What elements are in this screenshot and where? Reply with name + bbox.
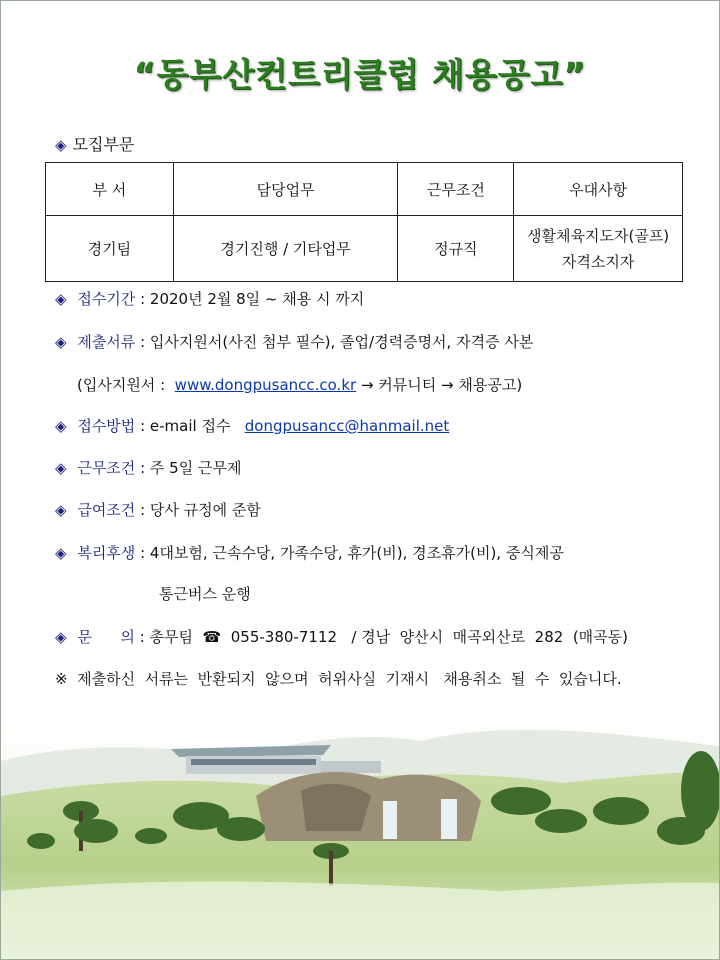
header-department: 부 서 xyxy=(46,163,174,216)
preference-line-2: 자격소지자 xyxy=(561,252,635,271)
table-header-row xyxy=(46,163,683,216)
salary-value: : 당사 규정에 준함 xyxy=(140,501,261,519)
diamond-bullet-icon: ◈ xyxy=(55,417,67,435)
table-row xyxy=(46,216,683,282)
welfare-label: 복리후생 xyxy=(77,544,136,562)
method-label: 접수방법 xyxy=(77,417,136,435)
diamond-bullet-icon: ◈ xyxy=(55,136,67,154)
period-label: 접수기간 xyxy=(77,290,136,308)
diamond-bullet-icon: ◈ xyxy=(55,290,67,308)
page-title: “동부산컨트리클럽 채용공고” xyxy=(133,55,587,94)
homepage-link[interactable]: www.dongpusancc.co.kr xyxy=(174,376,357,394)
welfare-subline xyxy=(159,583,251,604)
diamond-bullet-icon: ◈ xyxy=(55,459,67,477)
cell-condition: 정규직 xyxy=(398,216,514,282)
salary-line xyxy=(55,499,261,520)
golf-course-illustration xyxy=(1,701,719,959)
salary-label: 급여조건 xyxy=(77,501,136,519)
documents-sub-suffix: → 커뮤니티 → 채용공고) xyxy=(360,376,523,394)
period-value: : 2020년 2월 8일 ~ 채용 시 까지 xyxy=(140,290,365,308)
header-duty: 담당업무 xyxy=(173,163,398,216)
documents-sub-prefix: (입사지원서 : xyxy=(77,376,166,394)
email-link[interactable]: dongpusancc@hanmail.net xyxy=(244,417,450,435)
notice-text: ※ 제출하신 서류는 반환되지 않으며 허위사실 기재시 채용취소 될 수 있습니다. xyxy=(55,670,622,688)
waterfall-rocks xyxy=(256,772,481,841)
header-condition: 근무조건 xyxy=(398,163,514,216)
work-line xyxy=(55,457,241,478)
section-label: 모집부문 xyxy=(72,135,135,154)
header-preference: 우대사항 xyxy=(514,163,683,216)
preference-line-1: 생활체육지도자(골프) xyxy=(527,226,670,245)
diamond-bullet-icon: ◈ xyxy=(55,628,67,646)
diamond-bullet-icon: ◈ xyxy=(55,333,67,351)
contact-line xyxy=(55,626,628,647)
work-label: 근무조건 xyxy=(77,459,136,477)
welfare-line xyxy=(55,542,564,563)
diamond-bullet-icon: ◈ xyxy=(55,501,67,519)
diamond-bullet-icon: ◈ xyxy=(55,544,67,562)
cell-department: 경기팀 xyxy=(46,216,174,282)
contact-value: : 총무팀 ☎ 055-380-7112 / 경남 양산시 매곡외산로 282 (매곡동) xyxy=(139,628,628,646)
documents-line xyxy=(55,331,533,352)
work-value: : 주 5일 근무제 xyxy=(140,459,242,477)
cell-duty: 경기진행 / 기타업무 xyxy=(173,216,398,282)
documents-subline xyxy=(77,374,522,395)
recruitment-table xyxy=(45,162,683,282)
contact-label: 문 의 xyxy=(77,628,135,646)
method-value: : e-mail 접수 xyxy=(140,417,231,435)
section-header xyxy=(55,132,134,155)
documents-label: 제출서류 xyxy=(77,333,136,351)
documents-value: : 입사지원서(사진 첨부 필수), 졸업/경력증명서, 자격증 사본 xyxy=(140,333,534,351)
cell-preference xyxy=(514,216,683,282)
welfare-value: : 4대보험, 근속수당, 가족수당, 휴가(비), 경조휴가(비), 중식제공 xyxy=(140,544,564,562)
welfare-value-2: 통근버스 운행 xyxy=(159,585,251,603)
method-line xyxy=(55,415,449,436)
period-line xyxy=(55,288,364,309)
